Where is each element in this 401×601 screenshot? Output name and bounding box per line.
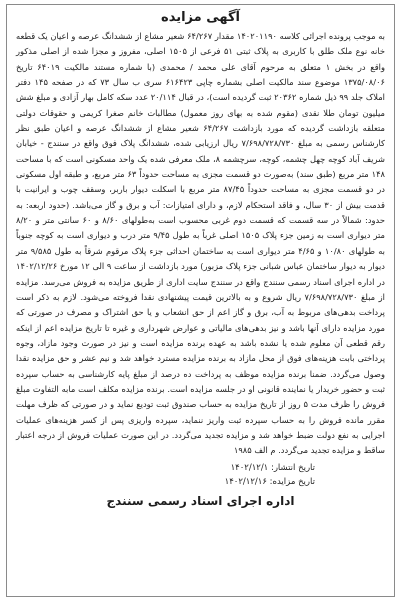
issuer-name: اداره اجرای اسناد رسمی سنندج: [106, 493, 295, 508]
publish-date: تاریخ انتشار: ۱۴۰۲/۱۲/۱: [230, 462, 315, 473]
notice-title: آگهی مزایده: [161, 10, 240, 25]
auction-date: تاریخ مزایده: ۱۴۰۲/۱۲/۱۶: [224, 476, 315, 487]
notice-dates: [16, 461, 385, 489]
notice-body: به موجب پرونده اجرائی کلاسه ۱۴۰۲۰۱۱۹۰ مقدار ۶۴/۲۶۷ شعیر مشاع از ششدانگ عرصه و اعیان یک قطعه خانه نوع ملک طلق با کاربری به پلاک ثبتی ۵۱ فرعی از ۱۵۰۵ اصلی، مفروز و مجزا شده از اصلی مذکور واقع در بخش ۱ متعلق به مرحوم آقای علی محمد / محمدی (با شماره مستند مالکیت ۶۴۰۱۹ تاریخ ۱۳۷۵/۰۸/۰۶ موضوع سند مالکیت اصلی بشماره چاپی ۶۱۶۴۲۳ سری ب سال ۷۳ که در صفحه ۱۴۵ دفتر املاک جلد ۹۹ ذیل شماره ۲۰۳۶۲ ثبت گردیده است)، در قبال ۲۰/۱۱۴ عدد سکه کامل بهار آزادی و مبلغ شش میلیون تومان طلا نقدی (مقوم شده به بهای روز معمول) مطالبات خانم صغرا کریمی و حقوقات دولتی متعلقه بازداشت گردیده که مورد بازداشت ۶۴/۲۶۷ شعیر مشاع از ششدانگ عرصه و اعیان طبق نظر کارشناس رسمی به مبلغ ۷/۶۹۸/۷۲۸/۷۳۰ ریال ارزیابی شده، ششدانگ پلاک فوق واقع در سنندج - خیابان شریف آباد کوچه چهل چشمه، کوچه، سرچشمه ۸، ملک معرفی شده یک واحد مسکونی است که با مساحت ۱۴۸ متر مربع (طبق سند) به‌صورت دو قسمت مجزی به مساحت حدوداً ۶۳ متر مربع، و طبقه اول مسکونی در دو قسمت مجزی به مساحت حدوداً ۸۷/۴۵ متر مربع با اسکلت دیوار باربر، وسقف چوب و ایرانیت با قدمت بیش از ۳۰ سال، و فاقد استحکام لازم، و دارای امتیازات: آب و برق و گاز می‌باشد. (حدود اربعه: به حدود: شمالاً در سه قسمت که قسمت دوم غربی محسوب است به‌طولهای ۸/۶۰ و ۶۰ سانتی متر و ۸/۲۰ متر دیواری است به زمین جزء پلاک ۱۵۰۵ اصلی غرباً به طول ۹/۴۵ متر درب و دیواری است به کوچه جنوباً به طولهای ۱۰/۸۰ و ۴/۶۵ متر دیواری است به ساختمان احداثی جزء پلاک مرقوم شرقاً به طول ۹/۵۸۵ متر دیوار به دیوار ساختمان عباس شبانی جزء پلاک مزبور) مورد بازداشت از ساعت ۹ الی ۱۲ مورخ ۱۴۰۲/۱۲/۲۶ در اداره اجرای اسناد رسمی سنندج واقع در سنندج سایت اداری از طریق مزایده به فروش می‌رسد. مزایده از مبلغ ۷/۶۹۸/۷۲۸/۷۳۰ ریال شروع و به بالاترین قیمت پیشنهادی نقدا فروخته می‌شود. لازم به ذکر است پرداخت بدهی‌های مربوط به آب، برق و گاز اعم از حق انشعاب و یا حق اشتراک و مصرف در صورتی که مورد مزایده دارای آنها باشد و نیز بدهی‌های مالیاتی و عوارض شهرداری و غیره تا تاریخ مزایده اعم از اینکه رقم قطعی آن معلوم شده یا نشده باشد به عهده برنده مزایده است و نیز در صورت وجود مازاد، وجوه پرداختی بابت هزینه‌های فوق از محل مازاد به برنده مزایده مسترد خواهد شد و نیم عشر و حق مزایده نقدا وصول می‌گردد. ضمنا برنده مزایده موظف به پرداخت ده درصد از مبلغ پایه کارشناسی به حساب سپرده ثبت و حضور خریدار یا نماینده قانونی او در جلسه مزایده است. برنده مزایده مکلف است مابه التفاوت مبلغ فروش را ظرف مدت ۵ روز از تاریخ مزایده به حساب صندوق ثبت تودیع نماید و در صورتی که ظرف مهلت مقرر مانده فروش را به حساب سپرده ثبت واریز ننماید، سپرده واریزی پس از کسر هزینه‌های عملیات اجرایی به نفع دولت ضبط خواهد شد و مزایده تجدید می‌گردد. در این صورت عملیات فروش از درجه اعتبار ساقط و مزایده تجدید می‌گردد. م الف ۱۹۸۵: [16, 31, 386, 456]
auction-notice: [6, 4, 395, 597]
